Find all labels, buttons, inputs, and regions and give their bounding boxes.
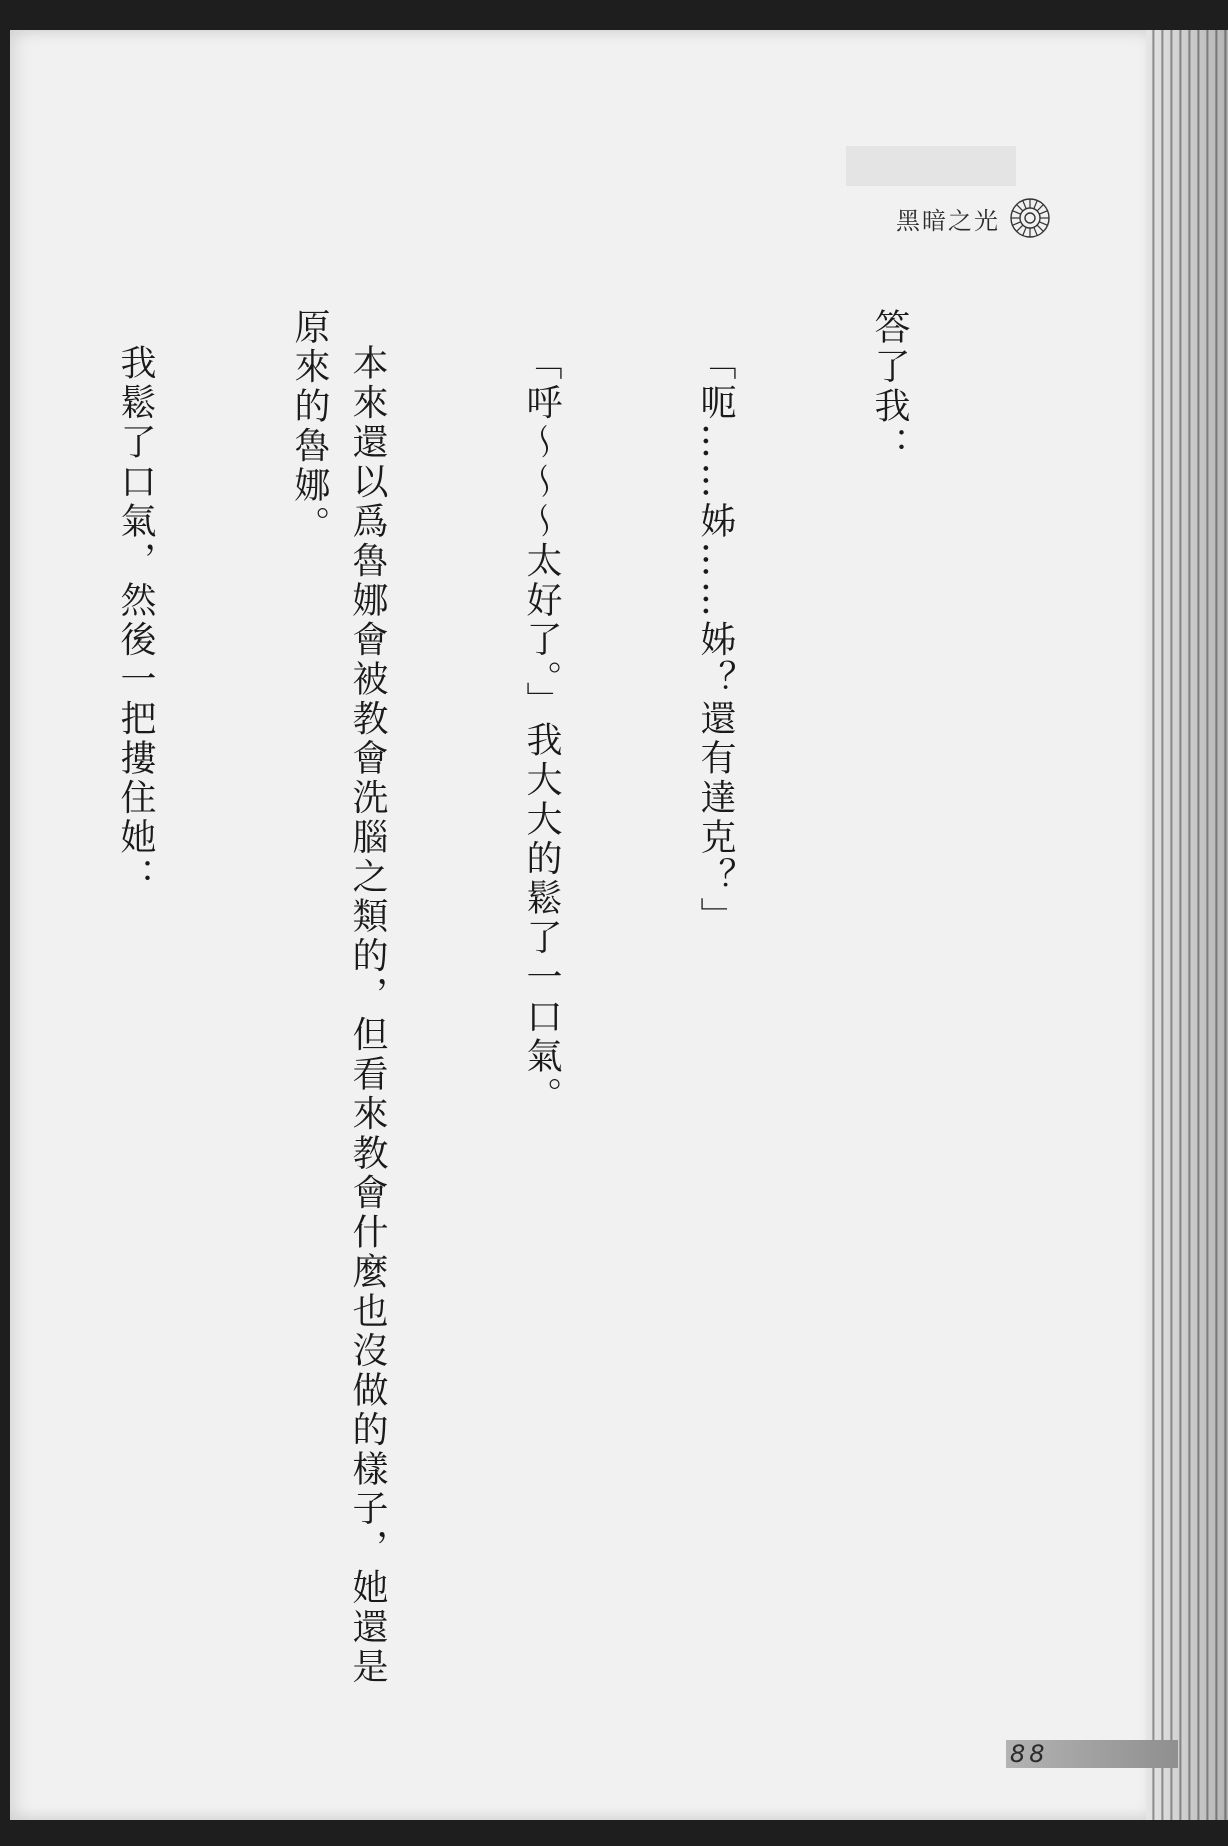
vertical-body-text bbox=[34, 308, 1034, 1708]
paragraph: 我鬆了口氣，然後一把摟住她： bbox=[115, 344, 156, 897]
paragraph: 本來還以爲魯娜會被教會洗腦之類的，但看來教會什麼也沒做的樣子，她還是原來的魯娜。 bbox=[289, 308, 388, 1687]
bleed-through-mark bbox=[846, 146, 1016, 186]
sun-flower-icon bbox=[1008, 196, 1052, 240]
paragraph: 答了我： bbox=[869, 308, 910, 466]
running-title: 黑暗之光 bbox=[896, 206, 1000, 235]
paragraph: 「呃……姊……姊？還有達克？」 bbox=[695, 344, 736, 937]
page-edges bbox=[1146, 30, 1228, 1820]
paragraph: 「呼～～～太好了。」我大大的鬆了一口氣。 bbox=[521, 344, 562, 1116]
page-number: 88 bbox=[1010, 1740, 1049, 1768]
running-header bbox=[896, 196, 1052, 240]
